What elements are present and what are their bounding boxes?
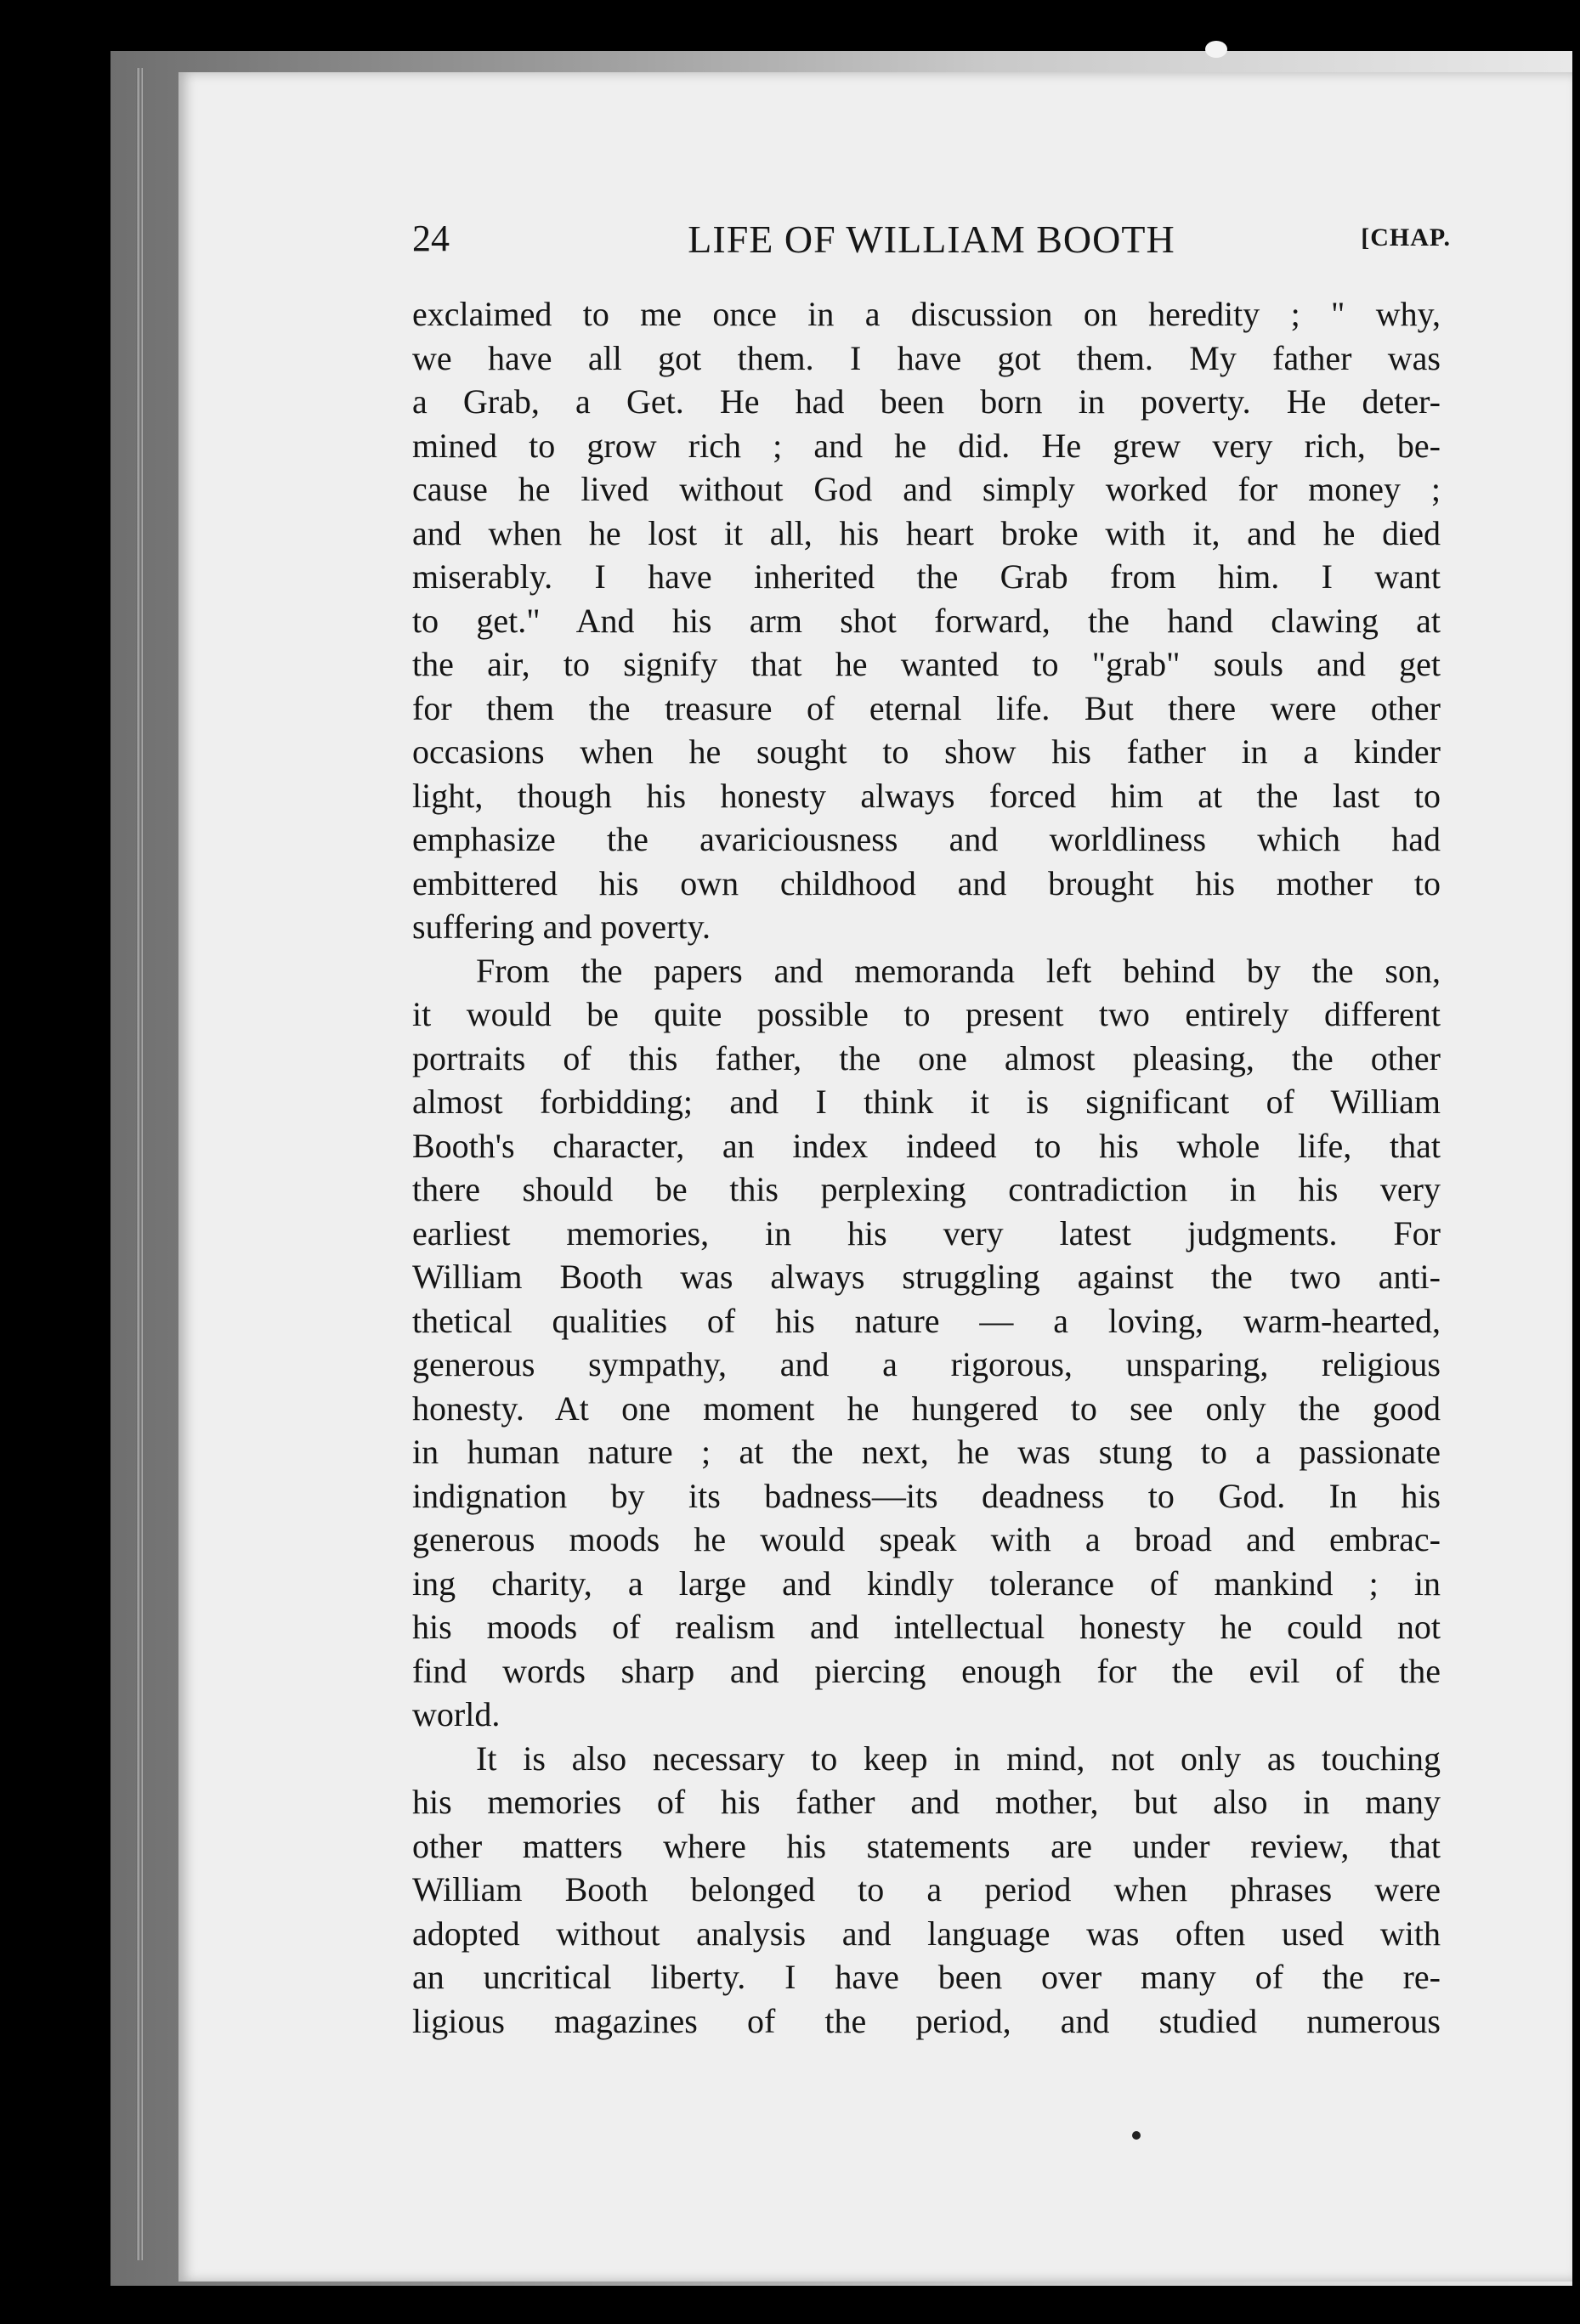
text-line: other matters where his statements are under review, that — [412, 1826, 1441, 1865]
text-line: generous sympathy, and a rigorous, unsparing, religious — [412, 1345, 1441, 1383]
text-line: almost forbidding; and I think it is significant of William — [412, 1083, 1441, 1121]
text-line: William Booth was always struggling against the two anti- — [412, 1258, 1441, 1296]
text-line: mined to grow rich ; and he did. He grew very rich, be- — [412, 426, 1441, 465]
text-line: Booth's character, an index indeed to his whole life, that — [412, 1126, 1441, 1165]
text-line: his memories of his father and mother, but also in many — [412, 1783, 1441, 1821]
text-line: cause he lived without God and simply worked for money ; — [412, 470, 1441, 508]
text-line: emphasize the avariciousness and worldliness which had — [412, 820, 1441, 858]
text-line: miserably. I have inherited the Grab from him. I want — [412, 557, 1441, 596]
text-line: generous moods he would speak with a broad and embrac- — [412, 1520, 1441, 1558]
running-title: LIFE OF WILLIAM BOOTH — [688, 218, 1175, 261]
page-edge — [136, 68, 143, 2260]
text-line: exclaimed to me once in a discussion on heredity ; " why, — [412, 295, 1441, 333]
text-line: thetical qualities of his nature — a loving, warm-hearted, — [412, 1301, 1441, 1340]
text-line: world. — [412, 1695, 501, 1733]
text-line: portraits of this father, the one almost pleasing, the other — [412, 1038, 1441, 1077]
text-line: suffering and poverty. — [412, 908, 711, 946]
text-line: a Grab, a Get. He had been born in poverty. He deter- — [412, 382, 1441, 421]
text-line: in human nature ; at the next, he was stung to a passionate — [412, 1433, 1441, 1471]
scan-speck — [1205, 41, 1227, 58]
text-line: honesty. At one moment he hungered to see only the good — [412, 1388, 1441, 1428]
ink-dot — [1132, 2131, 1141, 2140]
text-line: embittered his own childhood and brought his mother to — [412, 863, 1441, 902]
running-header — [412, 217, 1451, 268]
text-line: ing charity, a large and kindly tolerance of mankind ; in — [412, 1563, 1441, 1603]
text-line: It is also necessary to keep in mind, not only as touching — [476, 1739, 1441, 1778]
body-text — [412, 292, 1441, 2043]
text-line: ligious magazines of the period, and studied numerous — [412, 2001, 1441, 2040]
text-line: indignation by its badness—its deadness to God. In his — [412, 1476, 1441, 1515]
text-line: find words sharp and piercing enough for the evil of the — [412, 1651, 1441, 1690]
text-line: his moods of realism and intellectual honesty he could not — [412, 1608, 1441, 1646]
text-line: earliest memories, in his very latest judgments. For — [412, 1213, 1441, 1252]
text-line: adopted without analysis and language was often used with — [412, 1914, 1441, 1953]
text-line: light, though his honesty always forced him at the last to — [412, 776, 1441, 815]
page-number: 24 — [412, 218, 450, 259]
text-line: to get." And his arm shot forward, the hand clawing at — [412, 601, 1441, 640]
text-line: for them the treasure of eternal life. But there were other — [412, 688, 1441, 727]
text-line: From the papers and memoranda left behind by the son, — [476, 951, 1441, 990]
chapter-mark: [CHAP. — [1361, 223, 1451, 252]
text-line: an uncritical liberty. I have been over many of the re- — [412, 1958, 1441, 1996]
text-line: we have all got them. I have got them. My father was — [412, 338, 1441, 377]
text-line: it would be quite possible to present two entirely different — [412, 995, 1441, 1033]
text-line: and when he lost it all, his heart broke with it, and he died — [412, 513, 1441, 552]
text-line: occasions when he sought to show his father in a kinder — [412, 732, 1441, 771]
text-line: the air, to signify that he wanted to "grab" souls and get — [412, 645, 1441, 683]
text-line: William Booth belonged to a period when phrases were — [412, 1870, 1441, 1908]
text-line: there should be this perplexing contradiction in his very — [412, 1170, 1441, 1208]
